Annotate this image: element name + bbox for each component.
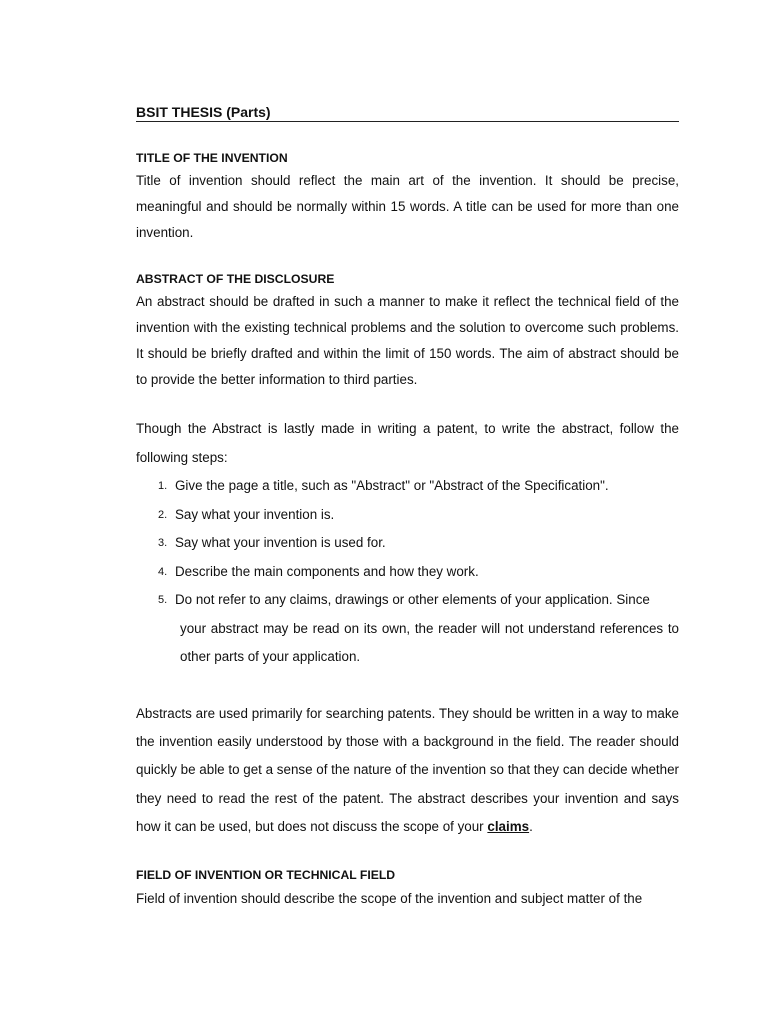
list-item (136, 472, 679, 501)
paragraph-abstract-usage-text: Abstracts are used primarily for searching patents. They should be written in a way to make the invention easily understood by those with a background in the field. The reader should quickly be able to get a sense of the nature of the invention so that they can decide whether they need to read the rest of the patent. The abstract describes your invention and says how it can be used, but does not discuss the scope of your (136, 706, 679, 834)
list-item-number: 4. (158, 565, 168, 578)
section-heading-abstract: ABSTRACT OF THE DISCLOSURE (136, 272, 335, 286)
paragraph-abstract-usage (136, 700, 679, 841)
paragraph-abstract-steps-intro: Though the Abstract is lastly made in writing a patent, to write the abstract, follow the following steps: (136, 421, 679, 465)
list-item-text: Give the page a title, such as "Abstract" or "Abstract of the Specification". (175, 478, 609, 493)
section-heading-field-of-invention: FIELD OF INVENTION OR TECHNICAL FIELD (136, 868, 396, 882)
list-item (136, 586, 679, 672)
list-item-number: 1. (158, 480, 168, 492)
list-item (136, 558, 679, 587)
claims-link[interactable]: claims (487, 818, 530, 834)
list-item-number: 5. (158, 594, 168, 606)
list-item-text: Do not refer to any claims, drawings or other elements of your application. Since (175, 592, 650, 607)
paragraph-field-of-invention: Field of invention should describe the scope of the invention and subject matter of the (136, 891, 643, 906)
document-title: BSIT THESIS (Parts) (136, 104, 679, 122)
abstract-steps-list (136, 472, 679, 672)
paragraph-abstract-usage-end: . (529, 818, 533, 834)
list-item-text: Say what your invention is. (175, 506, 335, 522)
paragraph-title-of-invention: Title of invention should reflect the main art of the invention. It should be precise, meaningful and should be normally within 15 words. A title can be used for more than one invention. (136, 173, 679, 240)
list-item (136, 501, 679, 530)
paragraph-abstract: An abstract should be drafted in such a manner to make it reflect the technical field of the invention with the existing technical problems and the solution to overcome such problems. It should be briefly drafted and within the limit of 150 words. The aim of abstract should be to provide the better information to third parties. (136, 294, 679, 387)
list-item-number: 3. (158, 537, 168, 549)
list-item-text: Describe the main components and how they work. (175, 563, 479, 579)
list-item-text: Say what your invention is used for. (175, 535, 386, 550)
list-item-continuation: your abstract may be read on its own, the reader will not understand references to other parts of your application. (180, 620, 679, 664)
list-item-number: 2. (158, 508, 168, 521)
list-item (136, 529, 679, 558)
section-heading-title-of-invention: TITLE OF THE INVENTION (136, 151, 288, 165)
